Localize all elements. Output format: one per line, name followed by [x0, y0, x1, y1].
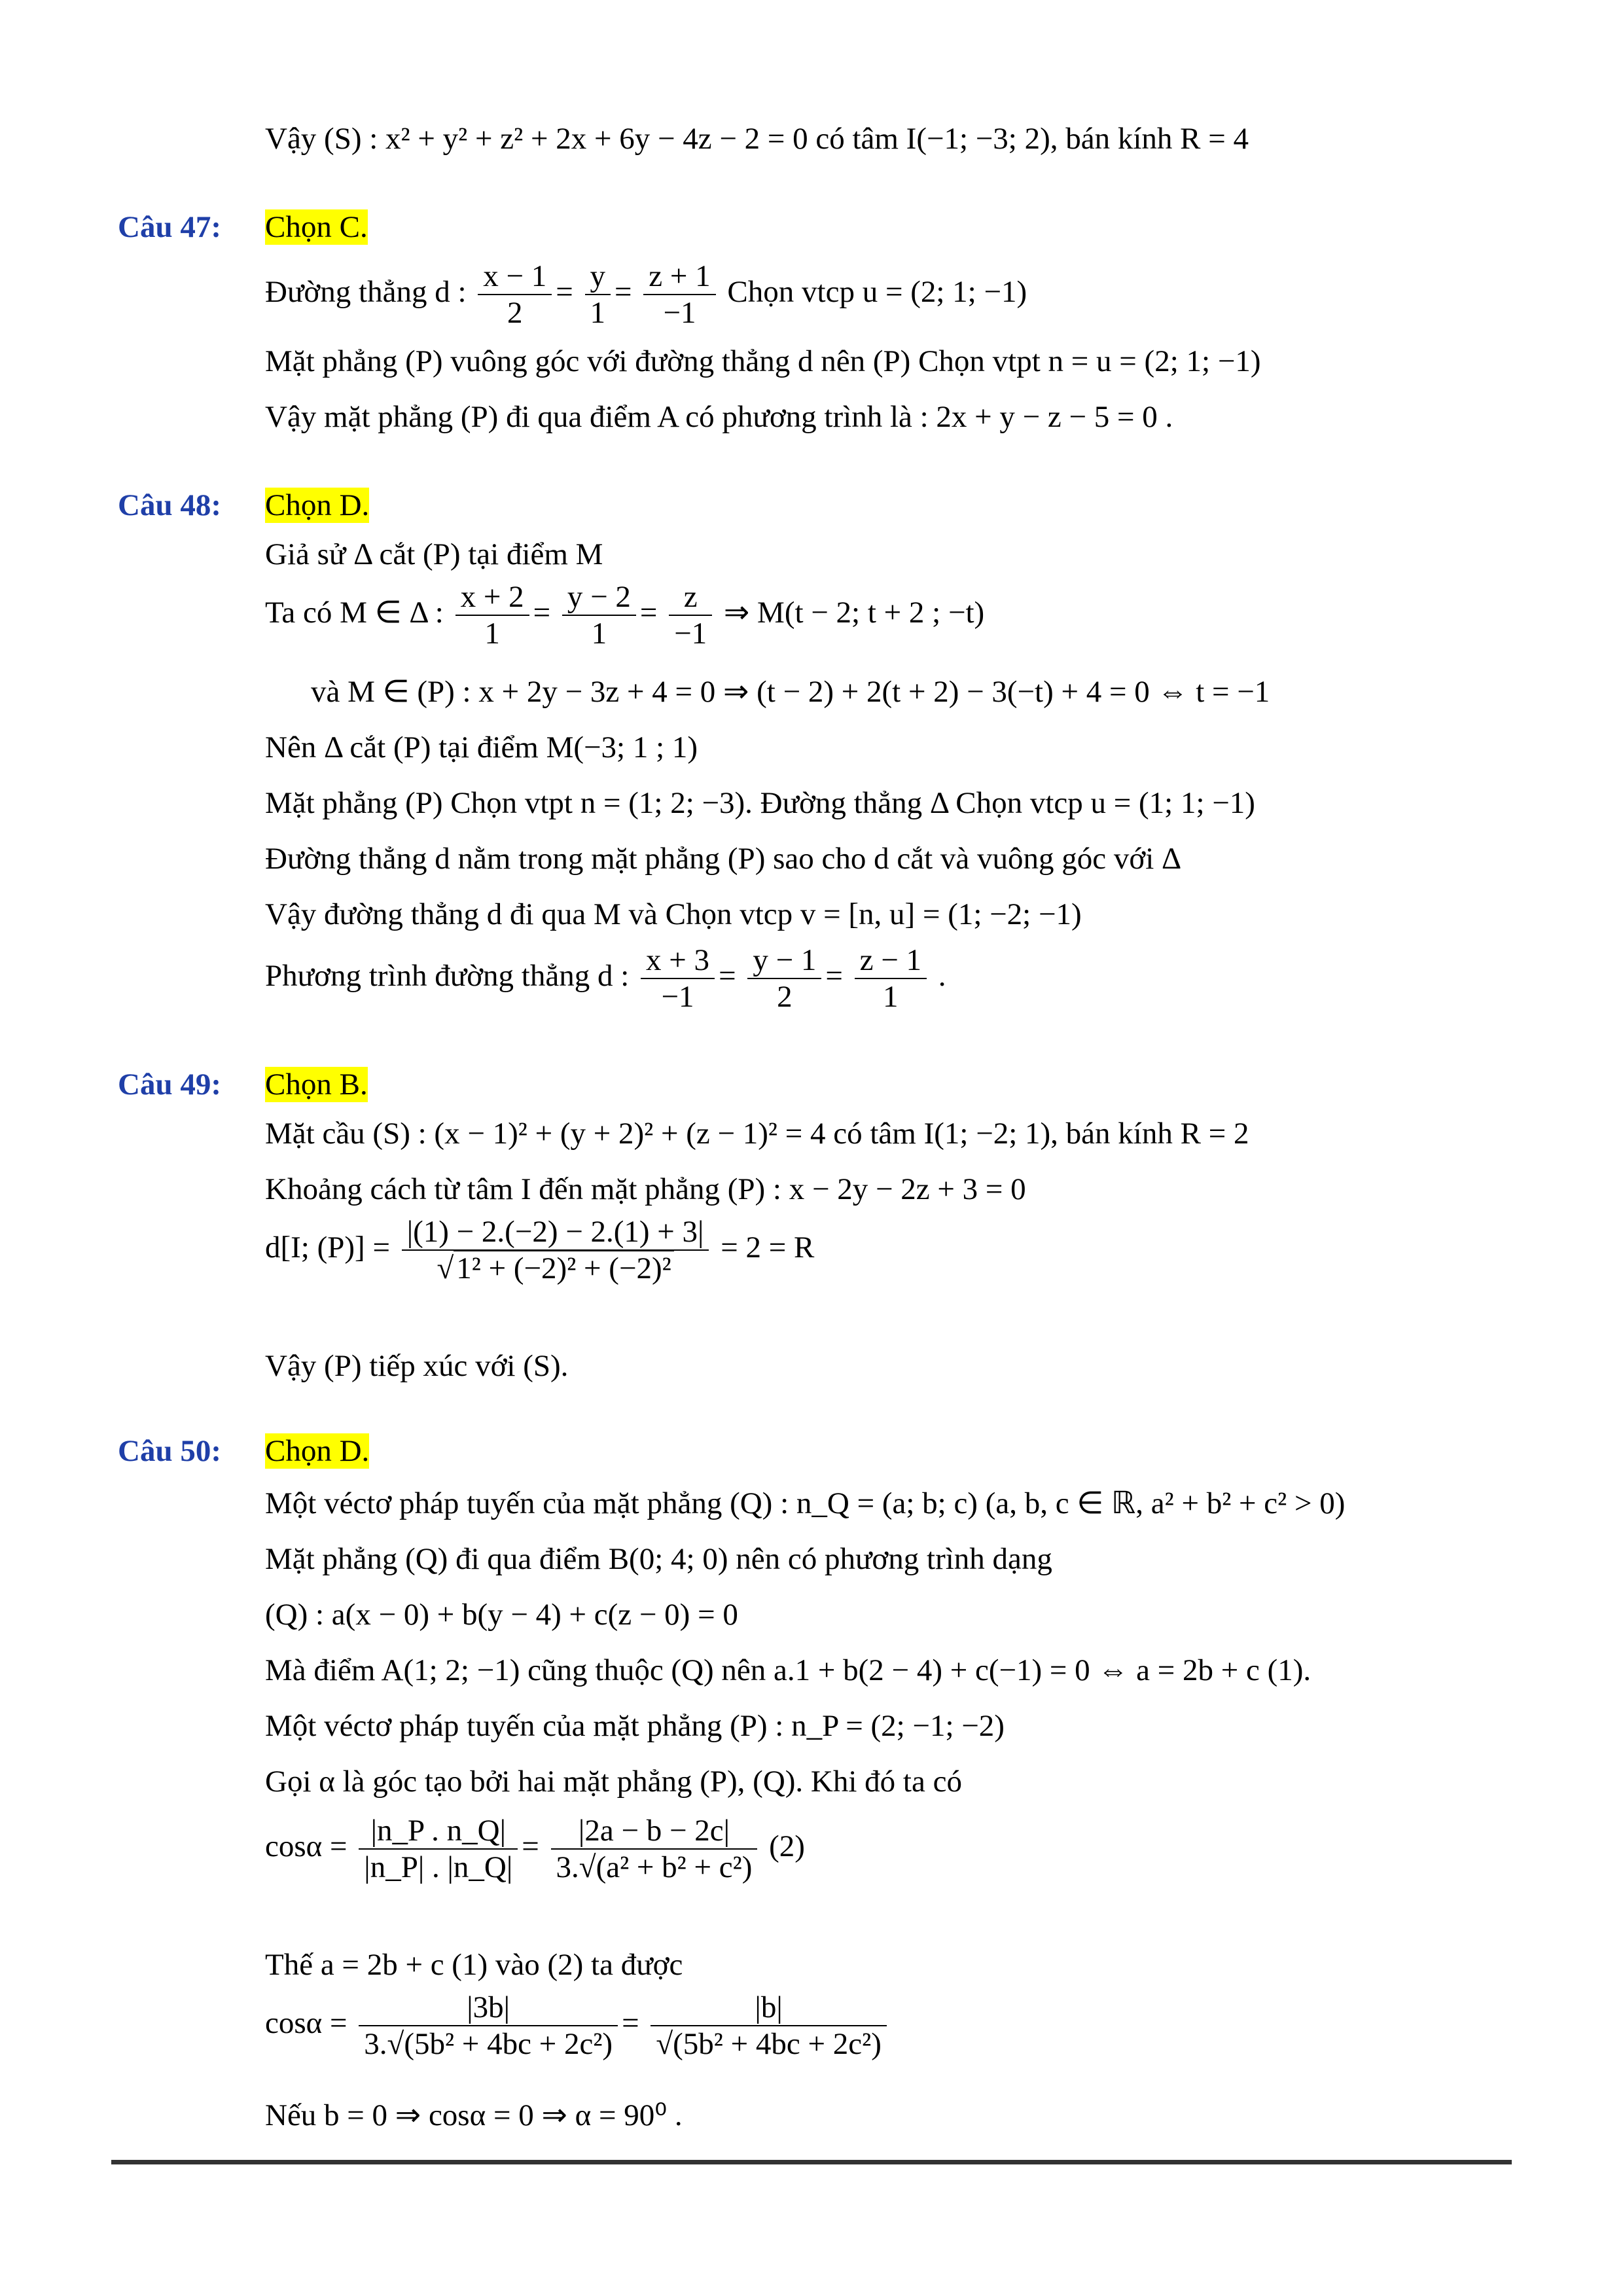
q50-line-1: Một véctơ pháp tuyến của mặt phẳng (Q) : n_Q = (a; b; c) (a, b, c ∈ ℝ, a² + b² + c² > 0) — [265, 1486, 1346, 1520]
q48-line-5: Mặt phẳng (P) Chọn vtpt n = (1; 2; −3). Đường thẳng Δ Chọn vtcp u = (1; 1; −1) — [265, 786, 1255, 820]
numerator: z − 1 — [855, 942, 927, 979]
denominator: |n_P| . |n_Q| — [364, 1850, 513, 1885]
q50-line-9-prefix: cosα = — [265, 2005, 348, 2040]
fraction — [855, 942, 927, 1014]
denominator: −1 — [661, 980, 694, 1014]
q48-line-2-prefix: Ta có M ∈ Δ : — [265, 595, 444, 630]
numerator: z + 1 — [643, 259, 715, 295]
fraction — [669, 579, 712, 651]
intro-line: Vậy (S) : x² + y² + z² + 2x + 6y − 4z − 2 = 0 có tâm I(−1; −3; 2), bán kính R = 4 — [265, 122, 1249, 156]
q50-line-3: (Q) : a(x − 0) + b(y − 4) + c(z − 0) = 0 — [265, 1598, 738, 1632]
denominator: 1 — [883, 980, 899, 1014]
q48-line-1: Giả sử Δ cắt (P) tại điểm M — [265, 537, 603, 571]
denominator: √(5b² + 4bc + 2c²) — [656, 2027, 882, 2062]
fraction — [455, 579, 529, 651]
denominator: 3.√(5b² + 4bc + 2c²) — [364, 2027, 613, 2062]
fraction — [585, 259, 611, 331]
fraction — [402, 1214, 709, 1286]
sqrt-radicand: 1² + (−2)² + (−2)² — [454, 1250, 673, 1285]
q49-line-4: Vậy (P) tiếp xúc với (S). — [265, 1349, 569, 1383]
question-47-answer: Chọn C. — [265, 210, 368, 244]
q47-line-1: Đường thẳng d : $\frac{x - 1}{2}$ = $\frac{y}{1}$ = $\frac{z + 1}{-1}$ Chọn vtcp u = (2; 1; −1) — [265, 259, 1027, 331]
q48-line-4: Nên Δ cắt (P) tại điểm M(−3; 1 ; 1) — [265, 730, 698, 764]
fraction — [641, 942, 715, 1014]
q47-line-2: Mặt phẳng (P) vuông góc với đường thẳng d nên (P) Chọn vtpt n = u = (2; 1; −1) — [265, 344, 1261, 378]
denominator: 2 — [507, 296, 523, 331]
q47-line-1-suffix: Chọn vtcp u = (2; 1; −1) — [727, 274, 1027, 309]
q48-line-3: và M ∈ (P) : x + 2y − 3z + 4 = 0 ⇒ (t − 2) + 2(t + 2) − 3(−t) + 4 = 0 ⇔ t = −1 — [311, 675, 1270, 709]
numerator: y — [585, 259, 611, 295]
q48-line-2: Ta có M ∈ Δ : $\frac{x + 2}{1}$ = $\frac{y - 2}{1}$ = $\frac{z}{-1}$ ⇒ M(t − 2; t + 2 ; −t) — [265, 580, 985, 651]
q49-line-3 — [265, 1214, 814, 1286]
numerator: |b| — [651, 1990, 887, 2026]
fraction — [747, 942, 821, 1014]
q48-line-7: Vậy đường thẳng d đi qua M và Chọn vtcp v = [n, u] = (1; −2; −1) — [265, 897, 1082, 931]
question-48-answer: Chọn D. — [265, 488, 370, 522]
denominator: 1 — [590, 296, 606, 331]
q47-line-3: Vậy mặt phẳng (P) đi qua điểm A có phương trình là : 2x + y − z − 5 = 0 . — [265, 400, 1173, 434]
fraction — [478, 259, 552, 331]
fraction — [651, 1990, 887, 2062]
denominator: 1 — [484, 617, 500, 651]
question-48-label: Câu 48: — [118, 488, 221, 522]
q48-line-6: Đường thẳng d nằm trong mặt phẳng (P) sao cho d cắt và vuông góc với Δ — [265, 842, 1182, 876]
denominator: 1 — [591, 617, 607, 651]
q50-line-10: Nếu b = 0 ⇒ cosα = 0 ⇒ α = 90⁰ . — [265, 2098, 683, 2132]
numerator: y − 1 — [747, 942, 821, 979]
q49-line-3-suffix: = 2 = R — [721, 1230, 815, 1265]
numerator: x − 1 — [478, 259, 552, 295]
q48-line-2-suffix: ⇒ M(t − 2; t + 2 ; −t) — [723, 595, 985, 630]
numerator: x + 2 — [455, 579, 529, 616]
denominator: 3.√(a² + b² + c²) — [556, 1850, 753, 1885]
question-50-label: Câu 50: — [118, 1434, 221, 1468]
q50-line-7-prefix: cosα = — [265, 1829, 348, 1863]
q48-line-8: Phương trình đường thẳng d : $\frac{x + 3}{-1}$ = $\frac{y - 1}{2}$ = $\frac{z - 1}{1}$ . — [265, 943, 946, 1014]
question-49-label: Câu 49: — [118, 1067, 221, 1102]
fraction — [643, 259, 715, 331]
fraction — [359, 1813, 518, 1885]
q50-line-5: Một véctơ pháp tuyến của mặt phẳng (P) : n_P = (2; −1; −2) — [265, 1709, 1005, 1743]
question-50-answer: Chọn D. — [265, 1434, 370, 1468]
numerator: |2a − b − 2c| — [551, 1813, 758, 1850]
fraction — [359, 1990, 618, 2062]
fraction — [551, 1813, 758, 1885]
footer-divider — [111, 2160, 1512, 2164]
question-47-label: Câu 47: — [118, 210, 221, 244]
q50-line-7-suffix: (2) — [769, 1829, 805, 1863]
denominator: 2 — [777, 980, 793, 1014]
denominator: √1² + (−2)² + (−2)² — [402, 1251, 709, 1286]
q50-line-6: Gọi α là góc tạo bởi hai mặt phẳng (P), (Q). Khi đó ta có — [265, 1765, 962, 1799]
numerator: |n_P . n_Q| — [359, 1813, 518, 1850]
q50-line-7: cosα = $\frac{|n\_P . n\_Q|}{|n\_P| . |n\_Q|}$ = $\frac{|2a - b - 2c|}{\text{3.√(a² + b² + c²)}}$ (2) — [265, 1814, 805, 1885]
q50-line-9: cosα = $\frac{|3b|}{\text{3.√(5b² + 4bc + 2c²)}}$ = $\frac{|b|}{\text{√(5b² + 4bc + 2c²)}}$ — [265, 1990, 891, 2062]
numerator: x + 3 — [641, 942, 715, 979]
fraction — [562, 579, 636, 651]
q50-line-8: Thế a = 2b + c (1) vào (2) ta được — [265, 1948, 683, 1982]
denominator: −1 — [663, 296, 696, 331]
q49-line-1: Mặt cầu (S) : (x − 1)² + (y + 2)² + (z − 1)² = 4 có tâm I(1; −2; 1), bán kính R = 2 — [265, 1117, 1249, 1151]
denominator: −1 — [674, 617, 707, 651]
q50-line-2: Mặt phẳng (Q) đi qua điểm B(0; 4; 0) nên có phương trình dạng — [265, 1542, 1052, 1576]
numerator: |(1) − 2.(−2) − 2.(1) + 3| — [402, 1214, 709, 1251]
q47-line-1-prefix: Đường thẳng d : — [265, 274, 467, 309]
question-49-answer: Chọn B. — [265, 1067, 368, 1102]
numerator: |3b| — [359, 1990, 618, 2026]
q50-line-4: Mà điểm A(1; 2; −1) cũng thuộc (Q) nên a.1 + b(2 − 4) + c(−1) = 0 ⇔ a = 2b + c (1). — [265, 1653, 1311, 1687]
q49-line-2: Khoảng cách từ tâm I đến mặt phẳng (P) : x − 2y − 2z + 3 = 0 — [265, 1172, 1026, 1206]
numerator: z — [669, 579, 712, 616]
q48-line-8-prefix: Phương trình đường thẳng d : — [265, 958, 630, 993]
numerator: y − 2 — [562, 579, 636, 616]
q49-line-3-prefix: d[I; (P)] = — [265, 1230, 390, 1265]
